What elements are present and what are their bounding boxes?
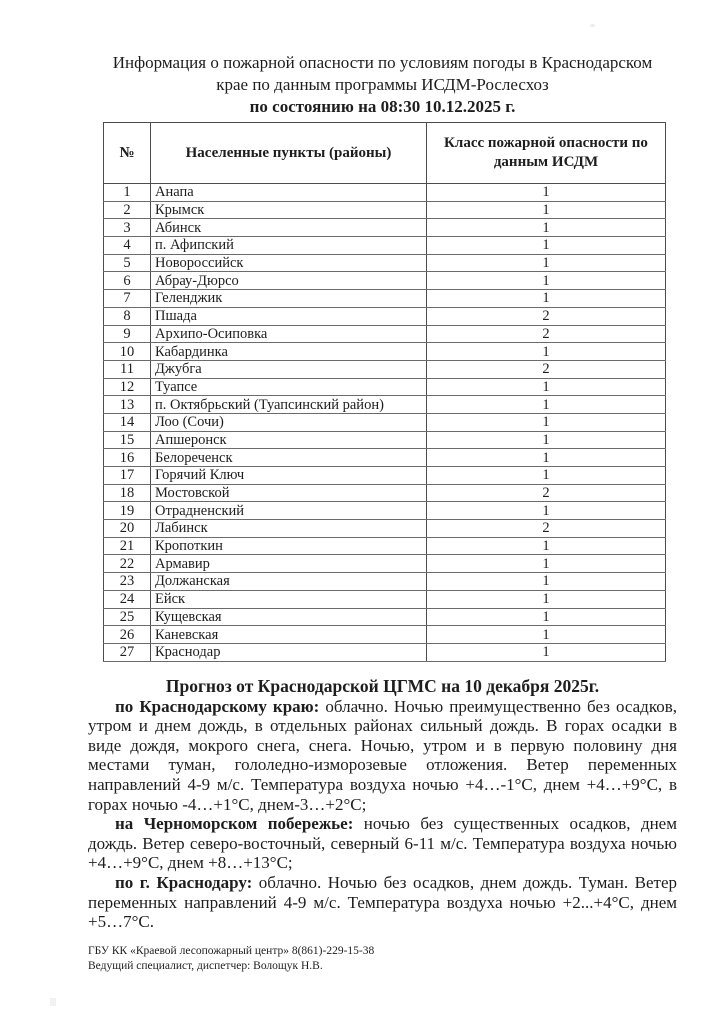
forecast-paragraph [88,697,677,815]
forecast-heading: Прогноз от Краснодарской ЦГМС на 10 декабря 2025г. [165,675,600,696]
table-row [104,467,666,485]
table-row [104,237,666,255]
danger-class-cell: 1 [427,378,666,396]
column-header-locality: Населенные пункты (районы) [151,123,427,184]
table-row [104,643,666,661]
row-number-cell: 7 [104,290,151,308]
row-number-cell: 12 [104,378,151,396]
locality-cell: Апшеронск [151,431,427,449]
row-number-cell: 18 [104,484,151,502]
table-body [104,184,666,662]
row-number-cell: 3 [104,219,151,237]
footer-organization-phone: ГБУ КК «Краевой лесопожарный центр» 8(861)-229-15-38 [88,944,375,957]
footer-specialist: Ведущий специалист, диспетчер: Волощук Н.В. [88,959,323,972]
paragraph-body: облачно. Ночью преимущественно без осадков, утром и днем дождь, в отдельных районах сильный дождь. В горах осадки в виде дождя, мокрого снега, снега. Ночью, утром и в первую половину дня местами туман, гололедно-изморозевые отложения. Ветер переменных направлений 4-9 м/с. Температура воздуха ночью +4…-1°С, днем +4…+9°С, в горах ночью -4…+1°С, днем-3…+2°С; [88,696,677,814]
locality-cell: Краснодар [151,643,427,661]
row-number-cell: 17 [104,467,151,485]
table-row [104,219,666,237]
document-footer [88,944,677,974]
table-row [104,626,666,644]
row-number-cell: 11 [104,360,151,378]
locality-cell: Крымск [151,201,427,219]
column-header-danger-class: Класс пожарной опасности по данным ИСДМ [427,123,666,184]
table-row [104,484,666,502]
locality-cell: Лабинск [151,520,427,538]
row-number-cell: 23 [104,573,151,591]
locality-cell: Геленджик [151,290,427,308]
table-row [104,272,666,290]
table-header-row [104,123,666,184]
table-row [104,413,666,431]
danger-class-cell: 1 [427,608,666,626]
locality-cell: Новороссийск [151,254,427,272]
danger-class-cell: 1 [427,590,666,608]
table-row [104,537,666,555]
forecast-paragraphs [88,697,677,932]
table-row [104,396,666,414]
locality-cell: Должанская [151,573,427,591]
danger-class-cell: 2 [427,360,666,378]
danger-class-cell: 1 [427,643,666,661]
row-number-cell: 19 [104,502,151,520]
locality-cell: Мостовской [151,484,427,502]
table-row [104,555,666,573]
danger-class-cell: 1 [427,413,666,431]
table-row [104,184,666,202]
danger-class-cell: 1 [427,626,666,644]
danger-class-cell: 2 [427,520,666,538]
locality-cell: Отрадненский [151,502,427,520]
locality-cell: Архипо-Осиповка [151,325,427,343]
locality-cell: Горячий Ключ [151,467,427,485]
document-title [88,52,677,118]
title-line-1: Информация о пожарной опасности по условиям погоды в Краснодарском [112,53,653,72]
locality-cell: Туапсе [151,378,427,396]
danger-class-cell: 1 [427,502,666,520]
row-number-cell: 13 [104,396,151,414]
row-number-cell: 22 [104,555,151,573]
row-number-cell: 9 [104,325,151,343]
danger-class-cell: 2 [427,325,666,343]
danger-class-cell: 1 [427,290,666,308]
danger-class-cell: 1 [427,537,666,555]
table-row [104,520,666,538]
locality-cell: п. Афипский [151,237,427,255]
forecast-paragraph [88,873,677,932]
scan-artifact-speck [50,998,56,1006]
paragraph-lead: по Краснодарскому краю: [115,696,320,716]
table-row [104,608,666,626]
fire-danger-table [103,122,666,662]
danger-class-cell: 1 [427,343,666,361]
table-row [104,201,666,219]
locality-cell: Кабардинка [151,343,427,361]
locality-cell: Лоо (Сочи) [151,413,427,431]
danger-class-cell: 1 [427,201,666,219]
paragraph-lead: по г. Краснодару: [115,872,253,892]
table-row [104,360,666,378]
locality-cell: Белореченск [151,449,427,467]
danger-class-cell: 1 [427,254,666,272]
danger-class-cell: 1 [427,396,666,414]
row-number-cell: 14 [104,413,151,431]
locality-cell: Кропоткин [151,537,427,555]
row-number-cell: 4 [104,237,151,255]
table-row [104,307,666,325]
locality-cell: Пшада [151,307,427,325]
locality-cell: п. Октябрьский (Туапсинский район) [151,396,427,414]
table-row [104,431,666,449]
forecast-paragraph [88,814,677,873]
locality-cell: Джубга [151,360,427,378]
row-number-cell: 15 [104,431,151,449]
danger-class-cell: 1 [427,467,666,485]
danger-class-cell: 1 [427,184,666,202]
row-number-cell: 1 [104,184,151,202]
locality-cell: Каневская [151,626,427,644]
table-row [104,590,666,608]
danger-class-cell: 1 [427,219,666,237]
locality-cell: Анапа [151,184,427,202]
row-number-cell: 21 [104,537,151,555]
locality-cell: Армавир [151,555,427,573]
row-number-cell: 6 [104,272,151,290]
row-number-cell: 27 [104,643,151,661]
danger-class-cell: 1 [427,555,666,573]
danger-class-cell: 2 [427,307,666,325]
danger-class-cell: 1 [427,431,666,449]
locality-cell: Абрау-Дюрсо [151,272,427,290]
column-header-number: № [104,123,151,184]
paragraph-lead: на Черноморском побережье: [115,814,354,834]
table-row [104,325,666,343]
locality-cell: Кущевская [151,608,427,626]
row-number-cell: 26 [104,626,151,644]
danger-class-cell: 1 [427,272,666,290]
row-number-cell: 8 [104,307,151,325]
table-row [104,378,666,396]
title-line-2: крае по данным программы ИСДМ-Рослесхоз [216,75,549,94]
row-number-cell: 20 [104,520,151,538]
paragraph-body: ночью без существенных осадков, днем дождь. Ветер северо-восточный, северный 6-11 м/с. Температура воздуха ночью +4…+9°С, днем +8…+13°С; [88,814,677,873]
title-date-line: по состоянию на 08:30 10.12.2025 г. [249,97,516,116]
row-number-cell: 16 [104,449,151,467]
table-row [104,502,666,520]
table-row [104,573,666,591]
table-row [104,254,666,272]
scan-artifact-speck [590,24,595,27]
row-number-cell: 5 [104,254,151,272]
row-number-cell: 2 [104,201,151,219]
danger-class-cell: 2 [427,484,666,502]
table-row [104,343,666,361]
danger-class-cell: 1 [427,573,666,591]
row-number-cell: 24 [104,590,151,608]
danger-class-cell: 1 [427,449,666,467]
row-number-cell: 25 [104,608,151,626]
locality-cell: Абинск [151,219,427,237]
danger-class-cell: 1 [427,237,666,255]
row-number-cell: 10 [104,343,151,361]
paragraph-body: облачно. Ночью без осадков, днем дождь. Туман. Ветер переменных направлений 4-9 м/с. Температура воздуха ночью +2...+4°С, днем +5…7°С. [88,872,677,932]
locality-cell: Ейск [151,590,427,608]
table-row [104,290,666,308]
table-row [104,449,666,467]
